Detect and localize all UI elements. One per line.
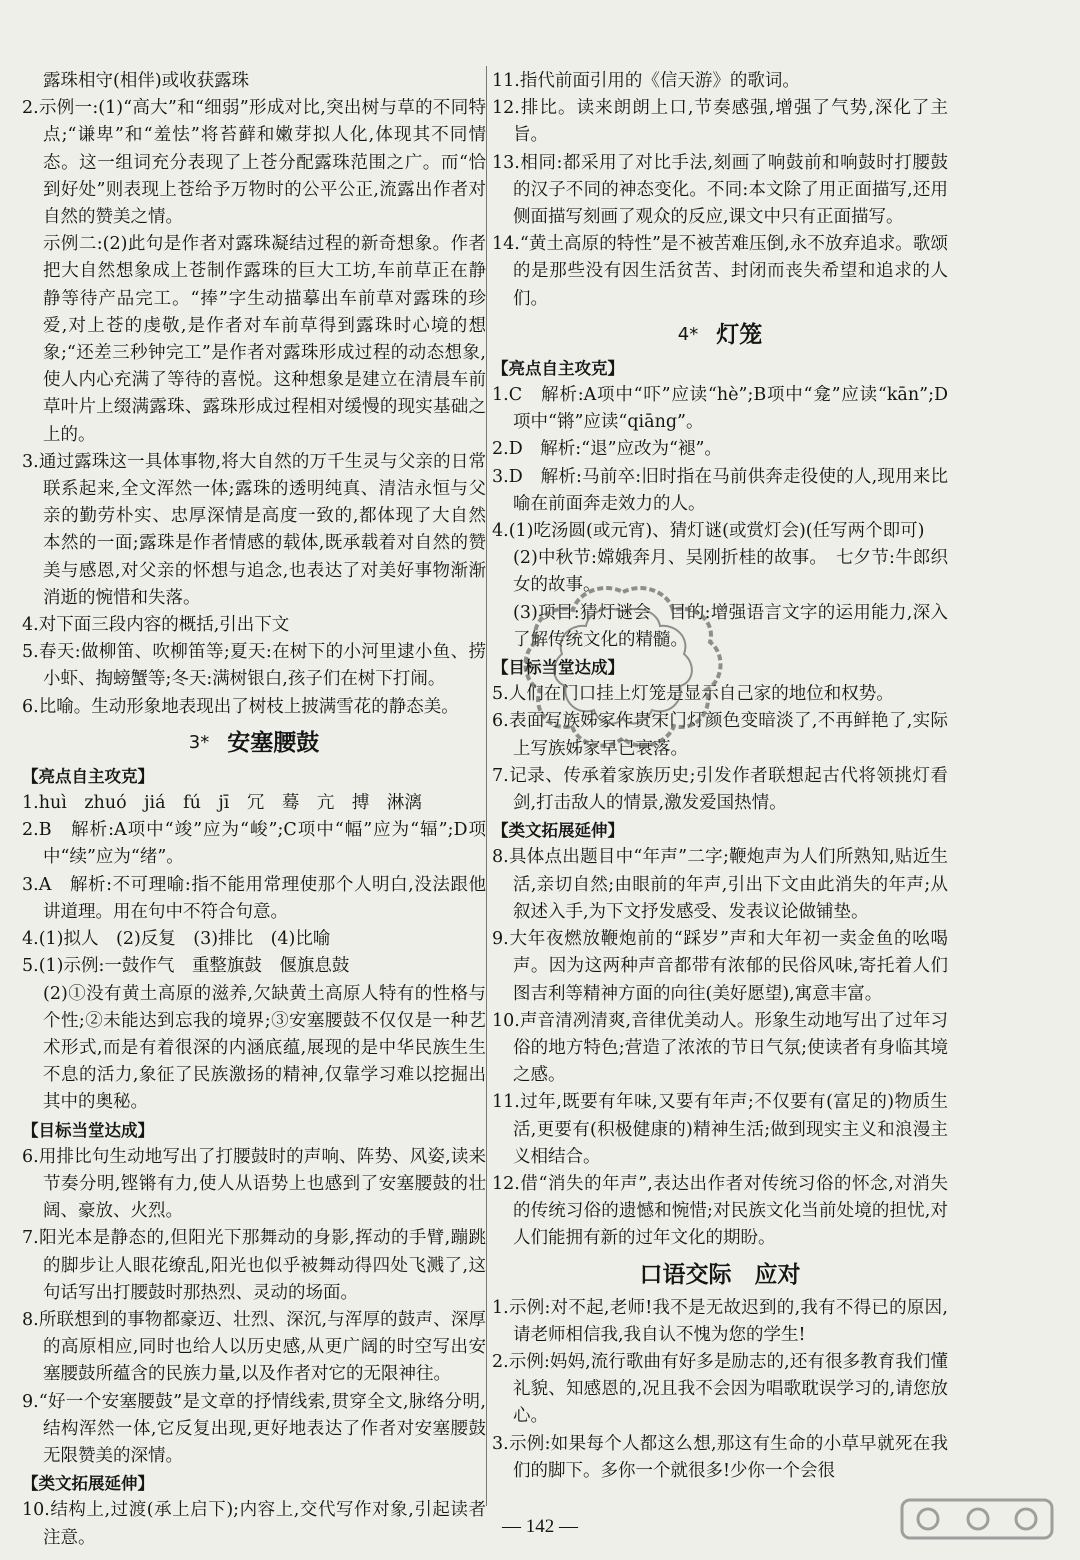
section-title-text: 口语交际 应对	[639, 1261, 801, 1288]
answer-item: 3.通过露珠这一具体事物,将大自然的万千生灵与父亲的日常联系起来,全文浑然一体;露珠的透明纯真、清洁永恒与父亲的勤劳朴实、忠厚深情是高度一致的,都体现了大自然本然的一面;露珠是作者情感的载体,既承载着对自然的赞美与感恩,对父亲的怀想与追念,也表达了对美好事物渐渐消逝的惋惜和失落。	[22, 451, 486, 608]
answer-item: 8.所联想到的事物都豪迈、壮烈、深沉,与浑厚的鼓声、深厚的高原相应,同时也给人以历史感,从更广阔的时空写出安塞腰鼓所蕴含的民族力量,以及作者对它的无限神往。	[22, 1309, 486, 1385]
subsection-heading: 【亮点自主攻克】	[22, 766, 154, 786]
section-title	[492, 1259, 948, 1291]
answer-item: 7.阳光本是静态的,但阳光下那舞动的身影,挥动的手臂,蹦跳的脚步让人眼花缭乱,阳光也似乎被舞动得四处飞溅了,这句话写出打腰鼓时那热烈、灵动的场面。	[22, 1228, 486, 1303]
left-column	[22, 68, 486, 1552]
answer-item: 5.春天:做柳笛、吹柳笛等;夏天:在树下的小河里逮小鱼、捞小虾、掏螃蟹等;冬天:满树银白,孩子们在树下打闹。	[22, 642, 486, 690]
answer-continuation: (2)中秋节:嫦娥奔月、吴刚折桂的故事。 七夕节:牛郎织女的故事。	[513, 548, 948, 596]
answer-item: 11.过年,既要有年味,又要有年声;不仅要有(富足的)物质生活,更要有(积极健康的)精神生活;做到现实主义和浪漫主义相结合。	[492, 1092, 948, 1167]
answer-item: 2.示例:妈妈,流行歌曲有好多是励志的,还有很多教育我们懂礼貌、知感恩的,况且我不会因为唱歌耽误学习的,请您放心。	[492, 1351, 948, 1427]
answer-item: 2.D 解析:“退”应改为“褪”。	[492, 439, 722, 460]
answer-item: 5.(1)示例:一鼓作气 重整旗鼓 偃旗息鼓	[22, 956, 350, 977]
answer-item: 3.D 解析:马前卒:旧时指在马前供奔走役使的人,现用来比喻在前面奔走效力的人。	[492, 466, 948, 514]
answer-item: 13.相同:都采用了对比手法,刻画了响鼓前和响鼓时打腰鼓的汉子不同的神态变化。不同:本文除了用正面描写,还用侧面描写刻画了观众的反应,课文中只有正面描写。	[492, 152, 948, 228]
section-title-text: 灯笼	[716, 321, 763, 348]
answer-continuation: 示例二:(2)此句是作者对露珠凝结过程的新奇想象。作者把大自然想象成上苍制作露珠的巨大工坊,车前草正在静静等待产品完工。“捧”字生动描摹出车前草对露珠的珍爱,对上苍的虔敬,是作者对车前草得到露珠时心境的想象;“还差三秒钟完工”是作者对露珠形成过程的动态想象,使人内心充满了等待的喜悦。这种想象是建立在清晨车前草叶片上缀满露珠、露珠形成过程相对缓慢的现实基础之上的。	[43, 234, 486, 445]
answer-item: 14.“黄土高原的特性”是不被苦难压倒,永不放弃追求。歌颂的是那些没有因生活贫苦、封闭而丧失希望和追求的人们。	[492, 234, 948, 309]
section-number: 3*	[188, 731, 210, 753]
answer-item: 6.表面写族姊家作贵宋门灯颜色变暗淡了,不再鲜艳了,实际上写族姊家早已衰落。	[492, 711, 948, 759]
section-title-text: 安塞腰鼓	[227, 729, 320, 756]
answer-item: 4.(1)吃汤圆(或元宵)、猜灯谜(或赏灯会)(任写两个即可)	[492, 521, 925, 542]
answer-continuation: (2)①没有黄土高原的滋养,欠缺黄土高原人特有的性格与个性;②未能达到忘我的境界;③安塞腰鼓不仅仅是一种艺术形式,而是有着很深的内涵底蕴,展现的是中华民族生生不息的活力,象征了民族激扬的精神,仅靠学习难以挖掘出其中的奥秘。	[43, 983, 486, 1113]
answer-continuation: 露珠相守(相伴)或收获露珠	[43, 71, 250, 91]
subsection-heading: 【类文拓展延伸】	[22, 1474, 154, 1494]
answer-item: 11.指代前面引用的《信天游》的歌词。	[492, 71, 800, 91]
subsection-heading: 【目标当堂达成】	[492, 658, 624, 678]
answer-item: 5.人们在门口挂上灯笼是显示自己家的地位和权势。	[492, 684, 894, 705]
answer-continuation: (3)项目:猜灯谜会 目的:增强语言文字的运用能力,深入了解传统文化的精髓。	[513, 602, 948, 650]
answer-item: 9.大年夜燃放鞭炮前的“踩岁”声和大年初一卖金鱼的吆喝声。因为这两种声音都带有浓郁的民俗风味,寄托着人们图吉利等精神方面的向往(美好愿望),寓意丰富。	[492, 929, 948, 1004]
answer-item: 9.“好一个安塞腰鼓”是文章的抒情线索,贯穿全文,脉络分明,结构浑然一体,它反复出现,更好地表达了作者对安塞腰鼓无限赞美的深情。	[22, 1391, 486, 1466]
answer-item: 3.A 解析:不可理喻:指不能用常理使那个人明白,没法跟他讲道理。用在句中不符合句意。	[22, 874, 486, 922]
answer-item: 12.借“消失的年声”,表达出作者对传统习俗的怀念,对消失的传统习俗的遗憾和惋惜;对民族文化当前处境的担忧,对人们能拥有新的过年文化的期盼。	[492, 1173, 948, 1249]
section-number: 4*	[677, 323, 699, 345]
answer-item: 7.记录、传承着家族历史;引发作者联想起古代将领挑灯看剑,打击敌人的情景,激发爱国热情。	[492, 765, 948, 814]
answer-item: 1.C 解析:A项中“吓”应读“hè”;B项中“龛”应读“kān”;D项中“锵”应读“qiāng”。	[492, 385, 948, 433]
answer-item: 8.具体点出题目中“年声”二字;鞭炮声为人们所熟知,贴近生活,亲切自然;由眼前的年声,引出下文由此消失的年声;从叙述入手,为下文抒发感受、发表议论做铺垫。	[492, 847, 948, 922]
answer-item: 4.(1)拟人 (2)反复 (3)排比 (4)比喻	[22, 929, 331, 950]
answer-item: 6.比喻。生动形象地表现出了树枝上披满雪花的静态美。	[22, 696, 459, 717]
answer-item: 10.结构上,过渡(承上启下);内容上,交代写作对象,引起读者注意。	[22, 1500, 486, 1548]
page-number: — 142 —	[502, 1516, 578, 1537]
answer-item: 2.示例一:(1)“高大”和“细弱”形成对比,突出树与草的不同特点;“谦卑”和“羞怯”将苔藓和嫩芽拟人化,体现其不同情态。这一组词充分表现了上苍分配露珠范围之广。而“恰到好处”则表现上苍给予万物时的公平公正,流露出作者对自然的赞美之情。	[22, 98, 486, 228]
answer-item: 12.排比。读来朗朗上口,节奏感强,增强了气势,深化了主旨。	[492, 98, 948, 146]
answer-item: 1.示例:对不起,老师!我不是无故迟到的,我有不得已的原因,请老师相信我,我自认不愧为您的学生!	[492, 1297, 948, 1345]
answer-item: 2.B 解析:A项中“竣”应为“峻”;C项中“幅”应为“辐”;D项中“续”应为“绪”。	[22, 820, 486, 868]
answer-item: 1.huì zhuó jiá fú jī 冗 蓦 亢 搏 淋漓	[22, 793, 422, 814]
right-column	[492, 68, 948, 1485]
section-title	[22, 727, 486, 759]
answer-item: 4.对下面三段内容的概括,引出下文	[22, 615, 290, 636]
subsection-heading: 【类文拓展延伸】	[492, 821, 624, 841]
answer-item: 10.声音清冽清爽,音律优美动人。形象生动地写出了过年习俗的地方特色;营造了浓浓的节日气氛;使读者有身临其境之感。	[492, 1010, 948, 1086]
section-title	[492, 319, 948, 351]
answer-item: 6.用排比句生动地写出了打腰鼓时的声响、阵势、风姿,读来节奏分明,铿锵有力,使人从语势上也感到了安塞腰鼓的壮阔、豪放、火烈。	[22, 1146, 486, 1222]
subsection-heading: 【亮点自主攻克】	[492, 358, 624, 378]
column-divider	[486, 66, 487, 1506]
answer-item: 3.示例:如果每个人都这么想,那这有生命的小草早就死在我们的脚下。多你一个就很多!少你一个会很	[492, 1433, 948, 1481]
subsection-heading: 【目标当堂达成】	[22, 1120, 154, 1140]
